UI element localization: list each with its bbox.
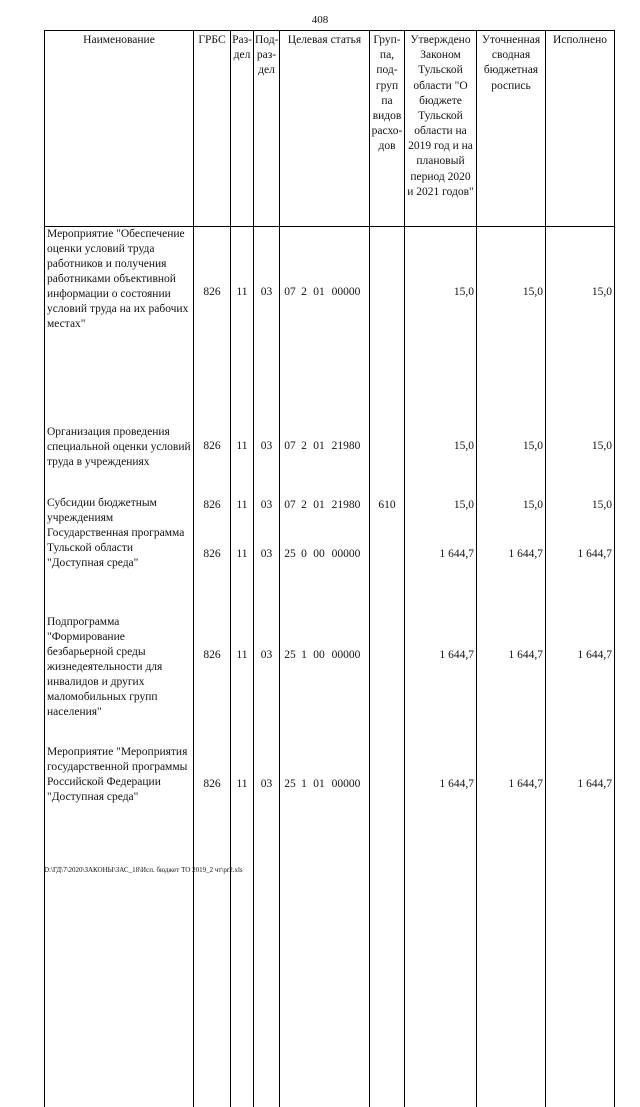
target-subprogram: 2 (298, 285, 310, 300)
cell-section: 11 (231, 227, 254, 426)
target-event: 01 (310, 439, 328, 454)
cell-expense-type (370, 227, 405, 426)
cell-approved: 1 644,7 (405, 526, 477, 615)
table-row (45, 745, 615, 927)
empty-cell (280, 927, 370, 1107)
cell-expense-type (370, 425, 405, 496)
cell-section: 11 (231, 526, 254, 615)
cell-subsection: 03 (254, 425, 280, 496)
header-grbs: ГРБС (194, 31, 231, 227)
target-event: 01 (310, 777, 328, 792)
cell-section: 11 (231, 425, 254, 496)
table-row (45, 526, 615, 615)
cell-revised: 1 644,7 (477, 526, 546, 615)
cell-expense-type (370, 615, 405, 745)
header-executed: Исполнено (546, 31, 615, 227)
row-name: Субсидии бюджетным учреждениям (45, 496, 194, 526)
cell-approved: 15,0 (405, 227, 477, 426)
empty-cell (254, 927, 280, 1107)
cell-grbs: 826 (194, 227, 231, 426)
cell-section: 11 (231, 615, 254, 745)
cell-revised: 15,0 (477, 425, 546, 496)
cell-subsection: 03 (254, 526, 280, 615)
target-direction: 00000 (328, 777, 364, 792)
cell-subsection: 03 (254, 496, 280, 526)
empty-cell (477, 927, 546, 1107)
empty-cell (405, 927, 477, 1107)
empty-cell (194, 927, 231, 1107)
target-program: 07 (282, 285, 298, 300)
target-subprogram: 2 (298, 498, 310, 513)
target-direction: 21980 (328, 439, 364, 454)
table-row (45, 227, 615, 426)
cell-approved: 1 644,7 (405, 745, 477, 927)
row-name: Подпрограмма "Формирование безбарьерной среды жизнедеятельности для инвалидов и других маломобильных групп населения" (45, 615, 194, 745)
target-event: 00 (310, 547, 328, 562)
target-event: 00 (310, 648, 328, 663)
filler-row (45, 927, 615, 1107)
row-name: Организация проведения специальной оценки условий труда в учреждениях (45, 425, 194, 496)
cell-subsection: 03 (254, 745, 280, 927)
header-subsection: Под-раз-дел (254, 31, 280, 227)
header-target-article: Целевая статья (280, 31, 370, 227)
cell-subsection: 03 (254, 615, 280, 745)
cell-grbs: 826 (194, 526, 231, 615)
cell-target-article (280, 425, 370, 496)
cell-target-article (280, 526, 370, 615)
cell-approved: 1 644,7 (405, 615, 477, 745)
cell-executed: 1 644,7 (546, 745, 615, 927)
target-subprogram: 0 (298, 547, 310, 562)
empty-cell (231, 927, 254, 1107)
cell-executed: 1 644,7 (546, 615, 615, 745)
row-name: Мероприятие "Обеспечение оценки условий труда работников и получения работниками объективной информации о состоянии условий труда на их рабочих местах" (45, 227, 194, 426)
cell-section: 11 (231, 496, 254, 526)
row-name: Государственная программа Тульской области "Доступная среда" (45, 526, 194, 615)
header-expense-type: Груп-па, под-груп па видов расхо-дов (370, 31, 405, 227)
cell-section: 11 (231, 745, 254, 927)
header-section: Раз-дел (231, 31, 254, 227)
target-direction: 00000 (328, 648, 364, 663)
cell-expense-type (370, 745, 405, 927)
row-name: Мероприятие "Мероприятия государственной программы Российской Федерации "Доступная среда" (45, 745, 194, 927)
header-approved: Утверждено Законом Тульской области "О бюджете Тульской области на 2019 год и на плановый период 2020 и 2021 годов" (405, 31, 477, 227)
target-direction: 21980 (328, 498, 364, 513)
cell-revised: 1 644,7 (477, 745, 546, 927)
empty-cell (45, 927, 194, 1107)
cell-expense-type (370, 526, 405, 615)
target-program: 25 (282, 648, 298, 663)
table-row (45, 496, 615, 526)
cell-grbs: 826 (194, 496, 231, 526)
target-direction: 00000 (328, 285, 364, 300)
page-number: 408 (0, 14, 640, 26)
target-program: 07 (282, 498, 298, 513)
header-name: Наименование (45, 31, 194, 227)
header-row (45, 31, 615, 227)
target-program: 25 (282, 777, 298, 792)
cell-expense-type: 610 (370, 496, 405, 526)
target-subprogram: 2 (298, 439, 310, 454)
cell-target-article (280, 496, 370, 526)
cell-target-article (280, 745, 370, 927)
cell-grbs: 826 (194, 745, 231, 927)
cell-executed: 15,0 (546, 227, 615, 426)
cell-target-article (280, 615, 370, 745)
cell-approved: 15,0 (405, 496, 477, 526)
cell-revised: 15,0 (477, 496, 546, 526)
target-direction: 00000 (328, 547, 364, 562)
cell-executed: 15,0 (546, 496, 615, 526)
target-subprogram: 1 (298, 648, 310, 663)
budget-table (44, 30, 615, 1107)
target-event: 01 (310, 285, 328, 300)
empty-cell (546, 927, 615, 1107)
empty-cell (370, 927, 405, 1107)
cell-revised: 1 644,7 (477, 615, 546, 745)
target-subprogram: 1 (298, 777, 310, 792)
target-program: 07 (282, 439, 298, 454)
table-body (45, 227, 615, 1107)
cell-approved: 15,0 (405, 425, 477, 496)
table-row (45, 425, 615, 496)
header-revised: Уточненная сводная бюджетная роспись (477, 31, 546, 227)
cell-target-article (280, 227, 370, 426)
cell-executed: 1 644,7 (546, 526, 615, 615)
target-program: 25 (282, 547, 298, 562)
cell-executed: 15,0 (546, 425, 615, 496)
cell-grbs: 826 (194, 615, 231, 745)
cell-grbs: 826 (194, 425, 231, 496)
table-row (45, 615, 615, 745)
target-event: 01 (310, 498, 328, 513)
cell-revised: 15,0 (477, 227, 546, 426)
file-path-footer: D:\ГД\7\2020\ЗАКОНЫ\ЗАС_18\Исп. бюджет ТО 2019_2 чт\pr2.xls (44, 866, 243, 874)
cell-subsection: 03 (254, 227, 280, 426)
